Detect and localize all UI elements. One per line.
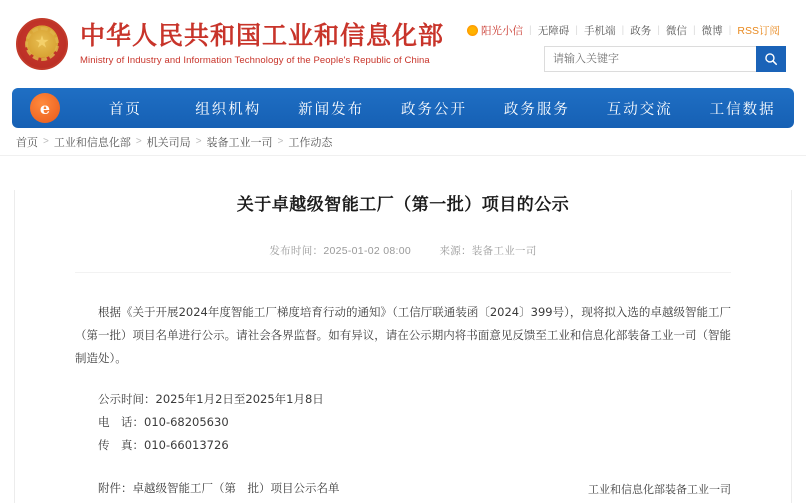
top-link-weibo[interactable]: 微博 bbox=[701, 24, 723, 37]
chevron-right-icon: > bbox=[277, 136, 284, 147]
breadcrumb-item-equipment-dept[interactable]: 装备工业一司 bbox=[206, 136, 273, 149]
article-container bbox=[14, 190, 792, 503]
breadcrumb-item-home[interactable]: 首页 bbox=[16, 136, 38, 149]
nav-item-data[interactable]: 工信数据 bbox=[709, 101, 776, 118]
nav-item-interaction[interactable]: 互动交流 bbox=[606, 101, 673, 118]
breadcrumb-item-work-news[interactable]: 工作动态 bbox=[288, 136, 333, 149]
notice-details bbox=[75, 388, 731, 457]
notice-period-line bbox=[75, 388, 731, 411]
fax-line bbox=[75, 434, 731, 457]
article-signature: 工业和信息化部装备工业一司 bbox=[588, 483, 731, 496]
divider: | bbox=[575, 24, 578, 36]
tel-label: 电 话： bbox=[98, 415, 144, 429]
top-links bbox=[461, 23, 786, 38]
nav-item-affairs-service[interactable]: 政务服务 bbox=[503, 101, 570, 118]
top-link-rss[interactable]: RSS订阅 bbox=[737, 24, 780, 37]
divider: | bbox=[529, 24, 532, 36]
divider: | bbox=[692, 24, 696, 36]
top-link-mobile[interactable]: 手机端 bbox=[583, 24, 616, 37]
article-body bbox=[75, 301, 731, 500]
attachment-link[interactable]: 卓越级智能工厂（第 批）项目公示名单 bbox=[132, 481, 340, 495]
publish-time-value: 2025-01-02 08:00 bbox=[323, 245, 412, 257]
search-input[interactable] bbox=[544, 46, 756, 72]
page-title: 关于卓越级智能工厂（第一批）项目的公示 bbox=[236, 195, 570, 215]
site-title-en: Ministry of Industry and Information Technology of the People's Republic of China bbox=[80, 54, 430, 66]
publish-time-label: 发布时间： bbox=[269, 245, 324, 257]
fax-label: 传 真： bbox=[98, 438, 144, 452]
breadcrumb bbox=[0, 128, 806, 156]
site-logo-icon[interactable]: e bbox=[30, 93, 60, 123]
top-link-sunshine[interactable] bbox=[461, 23, 529, 38]
sun-icon bbox=[467, 25, 478, 36]
site-title-cn: 中华人民共和国工业和信息化部 bbox=[80, 21, 445, 51]
article-paragraph: 根据《关于开展2024年度智能工厂梯度培育行动的通知》（工信厅联通装函〔2024〕399号），现将拟入选的卓越级智能工厂（第一批）项目名单进行公示。请社会各界监督。如有异议，请在公示期内将书面意见反馈至工业和信息化部装备工业一司（智能制造处）。 bbox=[75, 305, 731, 365]
top-link-wechat[interactable]: 微信 bbox=[665, 24, 687, 37]
search-button[interactable] bbox=[756, 46, 786, 72]
top-link-label: 阳光小信 bbox=[481, 24, 523, 37]
chevron-right-icon: > bbox=[195, 136, 202, 147]
notice-period-value: 2025年1月2日至2025年1月8日 bbox=[155, 392, 324, 406]
divider: | bbox=[657, 24, 660, 36]
nav-item-organization[interactable]: 组织机构 bbox=[195, 101, 262, 118]
nav-item-home[interactable]: 首页 bbox=[108, 101, 142, 118]
header-right bbox=[461, 17, 786, 72]
national-emblem-icon: ★ bbox=[14, 16, 70, 72]
divider bbox=[75, 272, 731, 273]
article-meta bbox=[75, 243, 731, 258]
divider: | bbox=[621, 24, 625, 36]
source-label: 来源： bbox=[439, 245, 472, 257]
fax-value: 010-66013726 bbox=[144, 438, 229, 452]
tel-value: 010-68205630 bbox=[144, 415, 229, 429]
chevron-right-icon: > bbox=[43, 136, 49, 147]
source-value: 装备工业一司 bbox=[471, 245, 537, 257]
search-bar bbox=[544, 46, 786, 72]
top-link-government[interactable]: 政务 bbox=[630, 24, 652, 37]
breadcrumb-item-miit[interactable]: 工业和信息化部 bbox=[53, 136, 131, 149]
tel-line bbox=[75, 411, 731, 434]
chevron-right-icon: > bbox=[135, 136, 142, 147]
breadcrumb-item-departments[interactable]: 机关司局 bbox=[146, 136, 191, 149]
main-nav bbox=[12, 88, 794, 128]
attachment-label: 附件： bbox=[98, 481, 133, 495]
site-title-block bbox=[80, 22, 444, 66]
nav-item-news[interactable]: 新闻发布 bbox=[298, 101, 365, 118]
site-header bbox=[0, 0, 806, 88]
top-link-accessibility[interactable]: 无障碍 bbox=[537, 24, 570, 37]
nav-item-affairs-open[interactable]: 政务公开 bbox=[401, 101, 467, 118]
search-icon bbox=[764, 52, 778, 66]
notice-period-label: 公示时间： bbox=[98, 392, 156, 406]
divider: | bbox=[728, 24, 732, 36]
